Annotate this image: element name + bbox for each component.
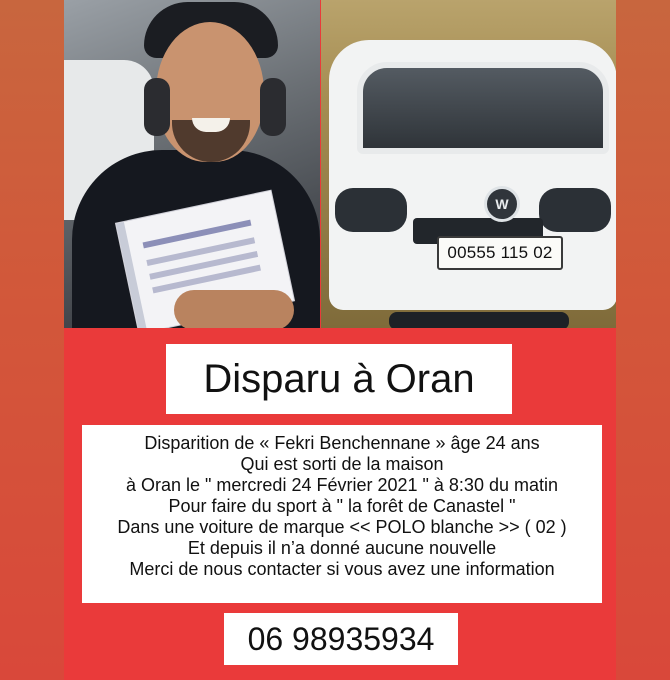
person-photo (64, 0, 320, 328)
detail-line: Qui est sorti de la maison (240, 454, 444, 474)
windshield (357, 62, 609, 154)
detail-line: Dans une voiture de marque << POLO blanche >> ( 02 ) (117, 517, 567, 537)
headlight-left (335, 188, 407, 232)
car-photo (321, 0, 616, 328)
detail-line: Disparition de « Fekri Benchennane » âge 24 ans (144, 433, 540, 453)
poster-title: Disparu à Oran (166, 344, 512, 414)
bumper-vent (389, 312, 569, 328)
detail-line: Pour faire du sport à " la forêt de Canastel " (168, 496, 516, 516)
hands (174, 290, 294, 328)
detail-line: Et depuis il n’a donné aucune nouvelle (187, 538, 497, 558)
contact-phone: 06 98935934 (224, 613, 458, 665)
license-plate: 00555 115 02 (437, 236, 563, 270)
headlight-right (539, 188, 611, 232)
detail-line: à Oran le " mercredi 24 Février 2021 " à 8:30 du matin (126, 475, 558, 495)
details-box (82, 425, 602, 603)
detail-line: Merci de nous contacter si vous avez une information (129, 559, 555, 579)
headphone-right (260, 78, 286, 136)
vw-logo-icon: W (484, 186, 520, 222)
headphone-left (144, 78, 170, 136)
